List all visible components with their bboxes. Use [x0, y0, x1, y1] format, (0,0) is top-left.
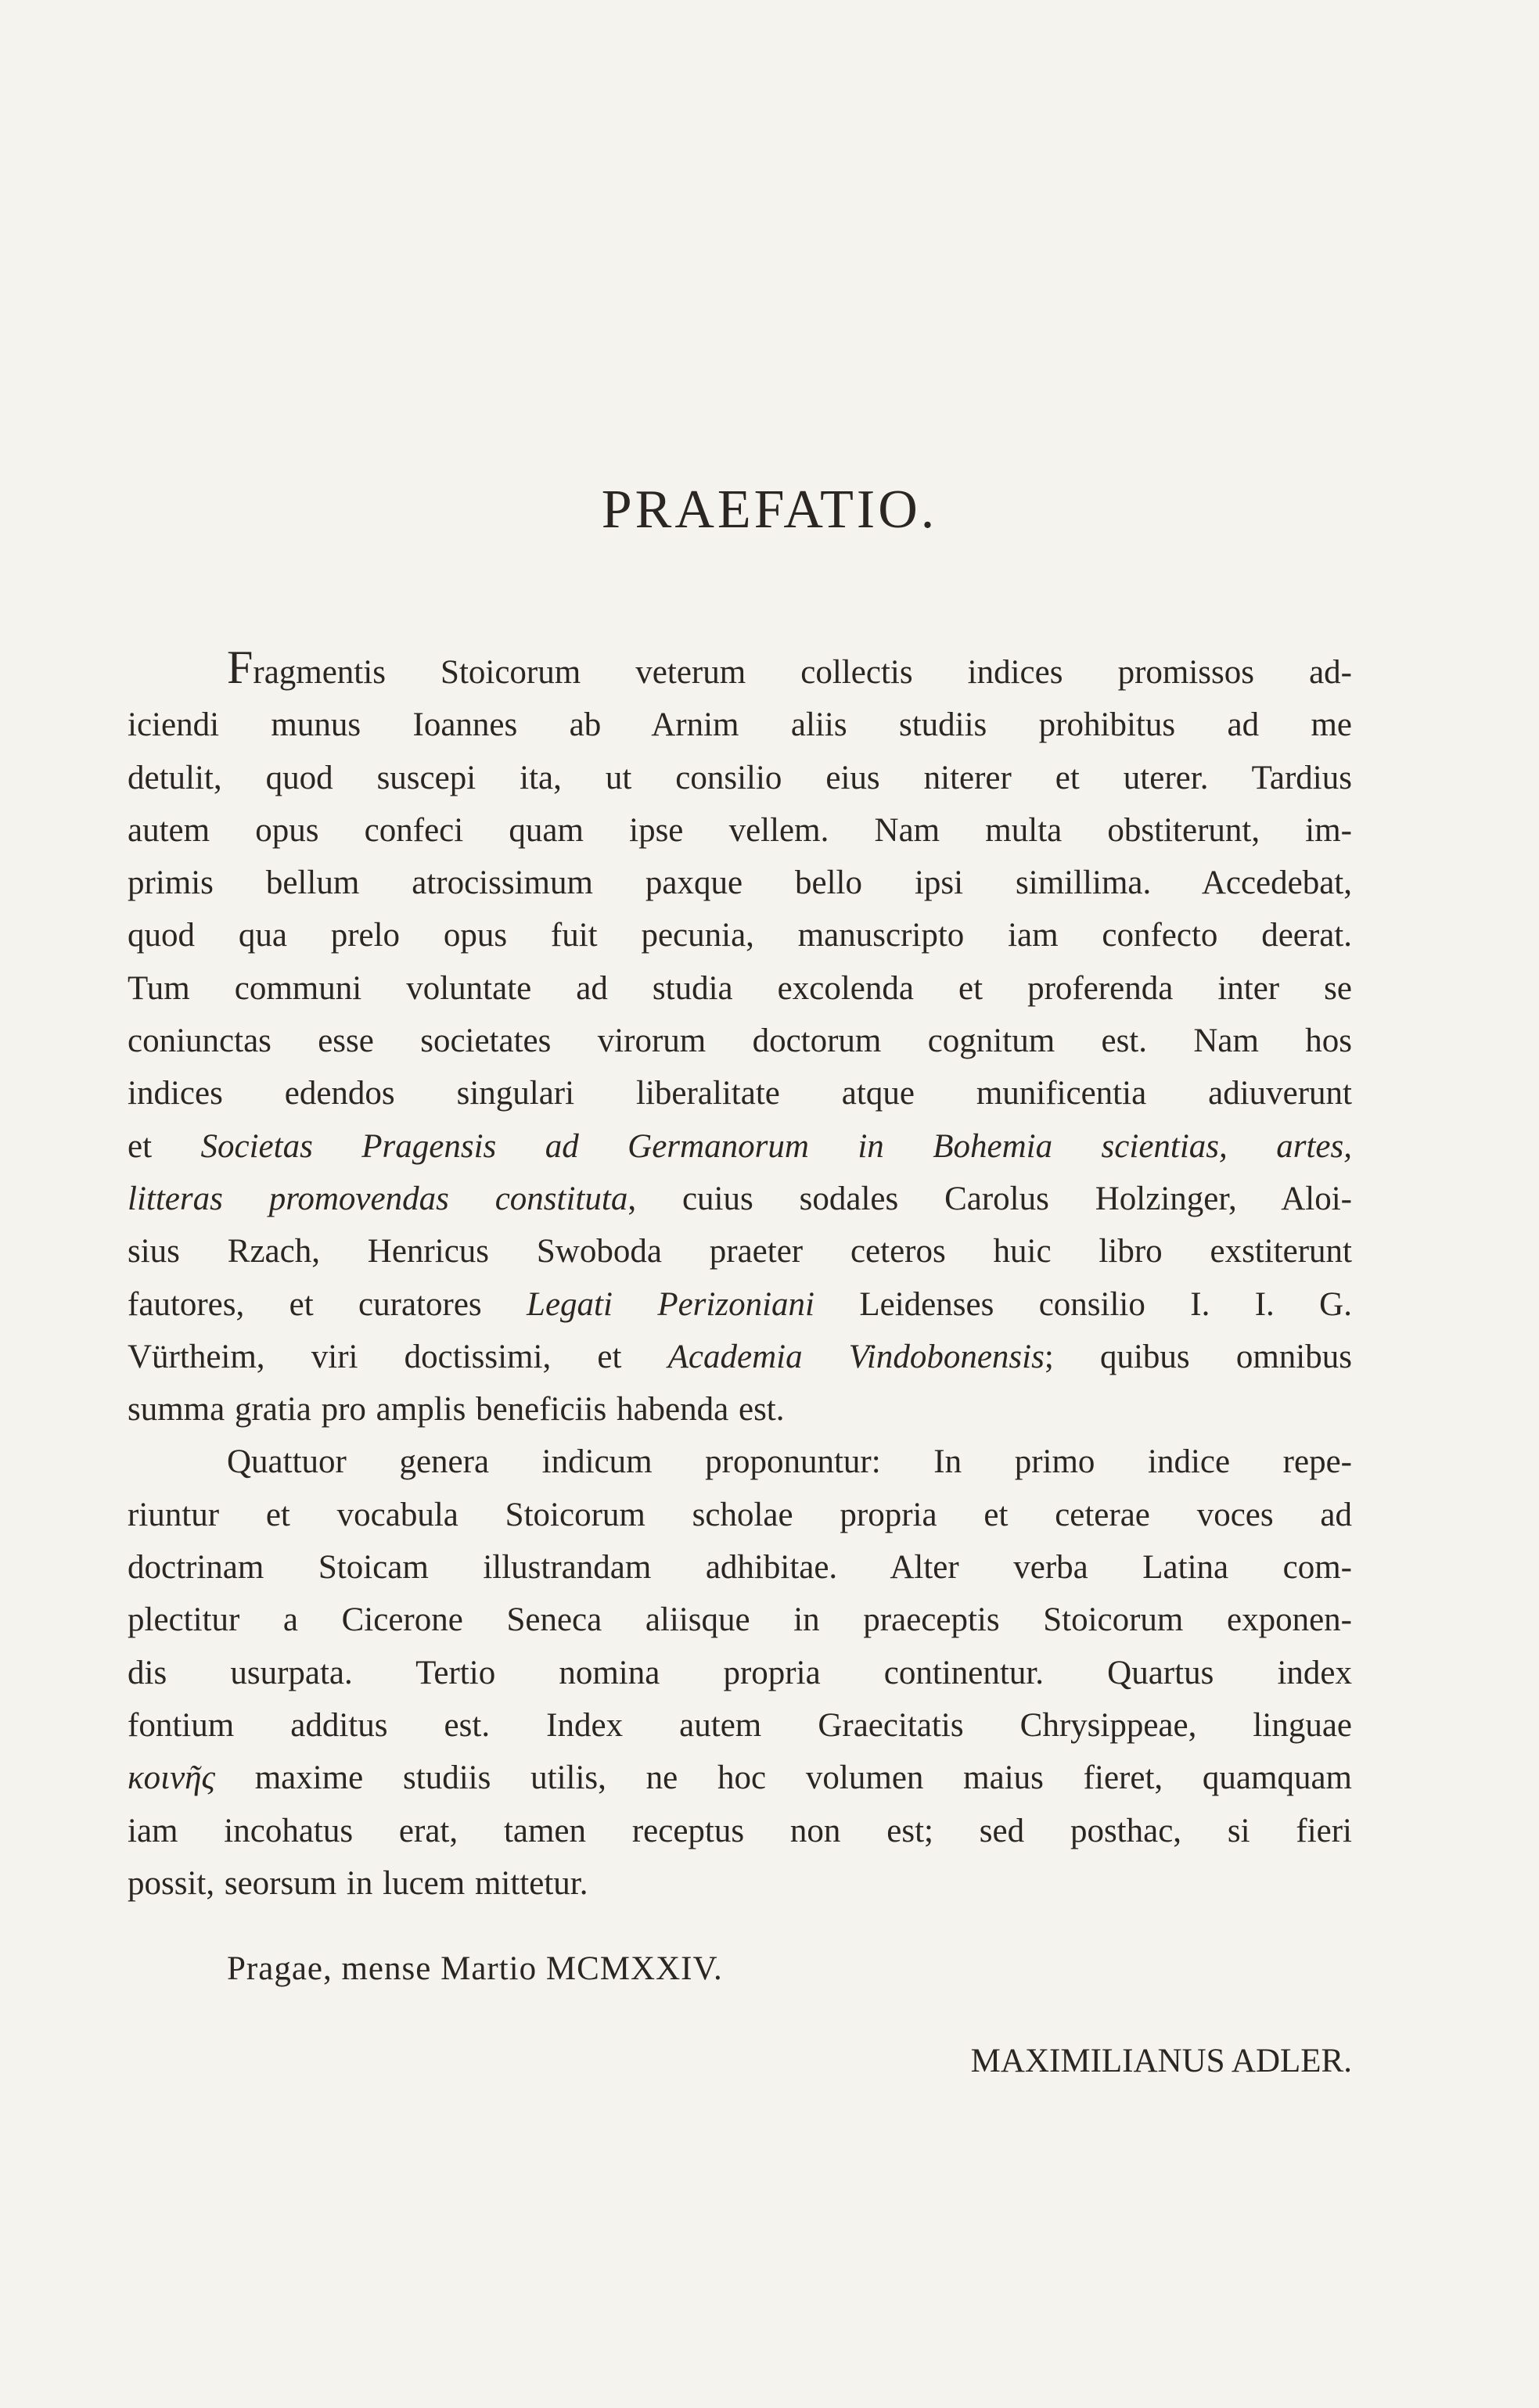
preface-body [128, 642, 1352, 1910]
text-segment: plectitur a Cicerone Seneca aliisque in praeceptis Stoicorum exponen- [128, 1601, 1352, 1639]
text-segment: fautores, et curatores [128, 1285, 527, 1323]
initial-letter: F [227, 642, 254, 693]
text-segment: , cuius sodales Carolus Holzinger, Aloi- [627, 1180, 1352, 1217]
text-segment: Vürtheim, viri doctissimi, et [128, 1338, 668, 1375]
text-line [128, 1857, 1352, 1910]
text-segment: indices edendos singulari liberalitate atque munificentia adiuverunt [128, 1075, 1352, 1112]
text-line [128, 1541, 1352, 1594]
text-line [128, 1067, 1352, 1120]
text-segment: iam incohatus erat, tamen receptus non est; sed posthac, si fieri [128, 1812, 1352, 1849]
text-line [128, 1278, 1352, 1331]
text-line [128, 962, 1352, 1015]
text-segment: et [128, 1127, 201, 1165]
text-segment: ; quibus omnibus [1044, 1338, 1352, 1375]
italic-text: Legati Perizoniani [527, 1285, 814, 1323]
italic-text: Academia Vindobonensis [667, 1338, 1045, 1375]
italic-text: κοινῆς [128, 1759, 215, 1797]
text-segment: quod qua prelo opus fuit pecunia, manuscripto iam confecto deerat. [128, 917, 1352, 954]
text-segment: sius Rzach, Henricus Swoboda praeter ceteros huic libro exstiterunt [128, 1233, 1352, 1270]
text-segment: Quattuor genera indicum proponuntur: In primo indice repe- [227, 1443, 1352, 1481]
text-segment: dis usurpata. Tertio nomina propria continentur. Quartus index [128, 1654, 1352, 1691]
text-line [128, 857, 1352, 909]
text-line [128, 1647, 1352, 1699]
text-segment: fontium additus est. Index autem Graecitatis Chrysippeae, linguae [128, 1706, 1352, 1744]
text-line [128, 1015, 1352, 1067]
text-segment: iciendi munus Ioannes ab Arnim aliis studiis prohibitus ad me [128, 706, 1352, 744]
text-segment: autem opus confeci quam ipse vellem. Nam multa obstiterunt, im- [128, 811, 1352, 849]
text-line [128, 804, 1352, 857]
place-date: Pragae, mense Martio MCMXXIV. [227, 1950, 723, 1987]
text-line [128, 1173, 1352, 1225]
text-segment: doctrinam Stoicam illustrandam adhibitae. Alter verba Latina com- [128, 1549, 1352, 1587]
text-segment: summa gratia pro amplis beneficiis habenda est. [128, 1391, 785, 1429]
text-segment: riuntur et vocabula Stoicorum scholae propria et ceterae voces ad [128, 1496, 1352, 1533]
text-line [128, 909, 1352, 961]
text-line [128, 642, 1352, 699]
signature: MAXIMILIANUS ADLER. [970, 2043, 1352, 2079]
text-segment: Tum communi voluntate ad studia excolenda et proferenda inter se [128, 969, 1352, 1007]
text-line [128, 1436, 1352, 1488]
text-line [128, 1489, 1352, 1541]
text-line [128, 752, 1352, 804]
text-segment: coniunctas esse societates virorum doctorum cognitum est. Nam hos [128, 1023, 1352, 1060]
text-line [128, 1383, 1352, 1436]
text-line [128, 1331, 1352, 1383]
text-line [128, 1225, 1352, 1278]
text-line [128, 699, 1352, 751]
text-line [128, 1752, 1352, 1804]
text-segment: possit, seorsum in lucem mittetur. [128, 1864, 588, 1902]
text-line [128, 1594, 1352, 1646]
text-segment: detulit, quod suscepi ita, ut consilio eius niterer et uterer. Tardius [128, 759, 1352, 796]
text-line [128, 1120, 1352, 1173]
text-segment: primis bellum atrocissimum paxque bello ipsi simillima. Accedebat, [128, 864, 1352, 902]
page-title: PRAEFATIO. [601, 480, 938, 540]
italic-text: litteras promovendas constituta [128, 1180, 628, 1217]
italic-text: Societas Pragensis ad Germanorum in Bohemia scientias, artes, [200, 1127, 1352, 1165]
text-segment: ragmentis Stoicorum veterum collectis indices promissos ad- [253, 654, 1352, 691]
text-segment: maxime studiis utilis, ne hoc volumen maius fieret, quamquam [214, 1759, 1352, 1797]
text-line [128, 1805, 1352, 1857]
text-line [128, 1699, 1352, 1752]
text-segment: Leidenses consilio I. I. G. [814, 1285, 1352, 1323]
